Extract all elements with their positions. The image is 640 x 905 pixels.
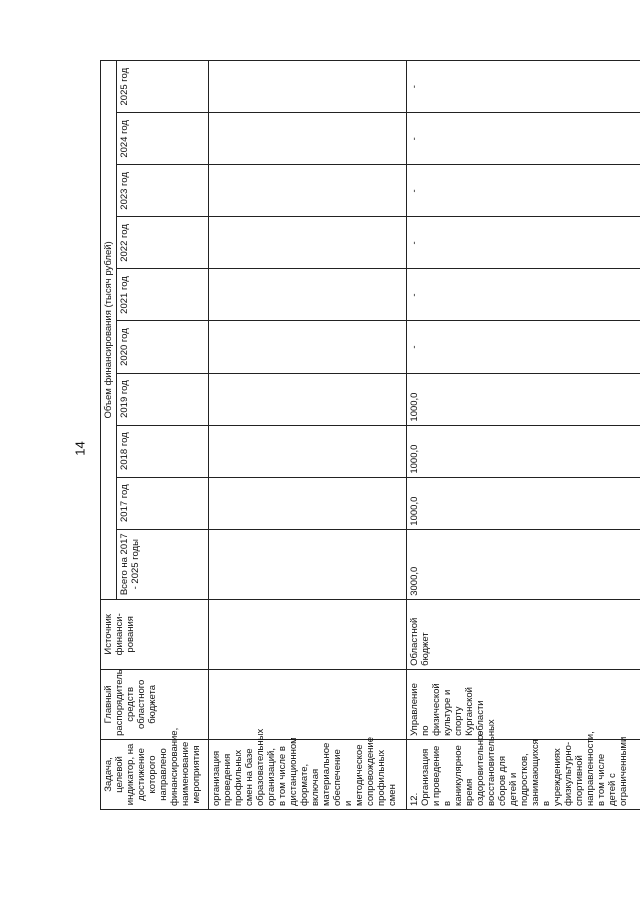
cell-year: - bbox=[407, 165, 640, 217]
cell-recipient bbox=[209, 669, 407, 739]
header-volume: Объем финансирования (тысяч рублей) bbox=[101, 61, 117, 600]
header-task: Задача, целевой индикатор, на достижение которого направлено финансирование, наименование мероприятия bbox=[101, 739, 209, 809]
table-row bbox=[209, 61, 407, 810]
header-recipient: Главный распорядитель средств областного бюджета bbox=[101, 669, 209, 739]
cell-year bbox=[209, 425, 407, 477]
cell-year: - bbox=[407, 217, 640, 269]
cell-source bbox=[209, 599, 407, 669]
cell-source: Областной бюджет bbox=[407, 599, 640, 669]
cell-year bbox=[209, 321, 407, 373]
cell-year: - bbox=[407, 113, 640, 165]
header-year: 2018 год bbox=[117, 425, 209, 477]
header-year: 2017 год bbox=[117, 477, 209, 529]
cell-year: 1000,0 bbox=[407, 477, 640, 529]
page-number: 14 bbox=[72, 441, 88, 456]
rotated-table-container bbox=[100, 60, 640, 810]
header-year: 2020 год bbox=[117, 321, 209, 373]
header-year: 2023 год bbox=[117, 165, 209, 217]
cell-year bbox=[209, 373, 407, 425]
header-source: Источник финанси-рования bbox=[101, 599, 209, 669]
header-year: 2022 год bbox=[117, 217, 209, 269]
cell-year: - bbox=[407, 61, 640, 113]
cell-year bbox=[209, 217, 407, 269]
header-year: 2025 год bbox=[117, 61, 209, 113]
cell-year: - bbox=[407, 321, 640, 373]
cell-year bbox=[209, 269, 407, 321]
cell-total: 3000,0 bbox=[407, 529, 640, 599]
cell-task: 12. Организация и проведение в каникулярное время оздоровительно-восстановительных сборов для детей и подростков, занимающихся в учреждениях физкультурно-спортивной направленности, в том числе детей с ограниченными bbox=[407, 739, 640, 809]
header-total: Всего на 2017 - 2025 годы bbox=[117, 529, 209, 599]
financing-table bbox=[100, 60, 640, 810]
table-row bbox=[407, 61, 640, 810]
cell-recipient: Управление по физической культуре и спорту Курганской области bbox=[407, 669, 640, 739]
cell-total bbox=[209, 529, 407, 599]
cell-year bbox=[209, 165, 407, 217]
cell-task: организация проведения профильных смен на базе образовательных организаций, в том числе в дистанционном формате, включая материальное обеспечение и методическое сопровождение профильных смен bbox=[209, 739, 407, 809]
cell-year bbox=[209, 477, 407, 529]
cell-year bbox=[209, 113, 407, 165]
cell-year bbox=[209, 61, 407, 113]
cell-year: 1000,0 bbox=[407, 373, 640, 425]
header-year: 2021 год bbox=[117, 269, 209, 321]
header-year: 2019 год bbox=[117, 373, 209, 425]
cell-year: - bbox=[407, 269, 640, 321]
cell-year: 1000,0 bbox=[407, 425, 640, 477]
header-year: 2024 год bbox=[117, 113, 209, 165]
